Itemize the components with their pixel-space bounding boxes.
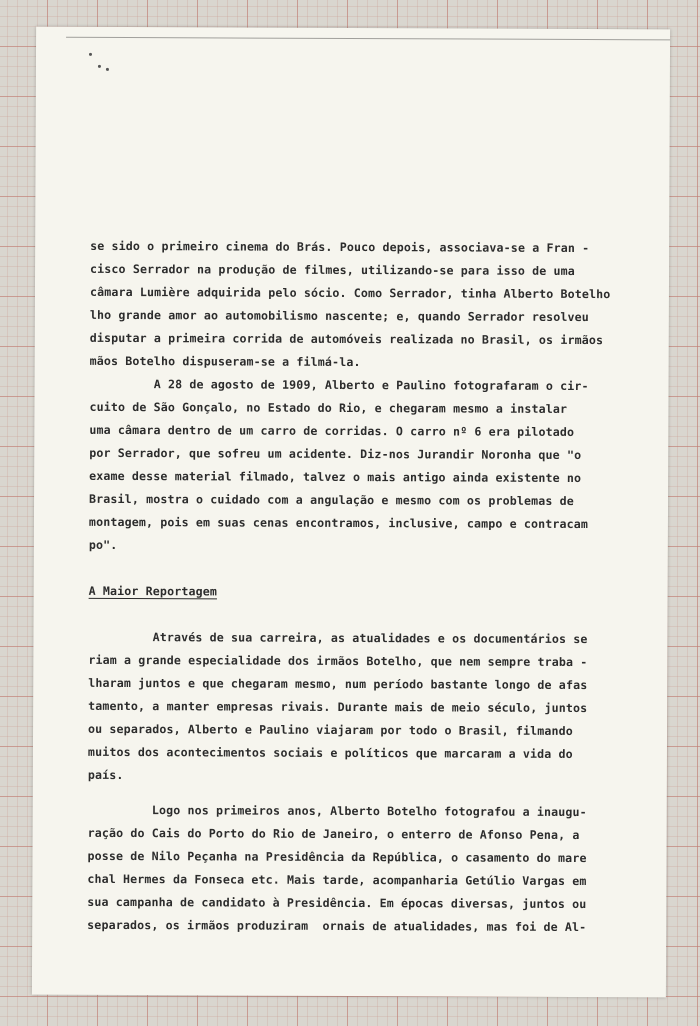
text-line: por Serrador, que sofreu um acidente. Diz-nos Jurandir Noronha que "o: [89, 445, 582, 463]
text-line: po".: [88, 537, 118, 552]
paragraph-2: [89, 373, 638, 559]
spacer: [89, 557, 637, 582]
text-line: Logo nos primeiros anos, Alberto Botelho fotografou a inaugu-: [87, 802, 587, 820]
text-line: muitos dos acontecimentos sociais e políticos que marcaram a vida do: [87, 744, 573, 761]
text-line: cuito de São Gonçalo, no Estado do Rio, e chegaram mesmo a instalar: [89, 399, 568, 416]
text-line: posse de Nilo Peçanha na Presidência da República, o casamento do mare: [87, 848, 587, 866]
text-line: separados, os irmãos produziram ornais de atualidades, mas foi de Al-: [87, 917, 587, 935]
text-line: cisco Serrador na produção de filmes, utilizando-se para isso de uma: [90, 261, 575, 278]
section-heading: A Maior Reportagem: [88, 583, 218, 599]
text-line: disputar a primeira corrida de automóveis realizada no Brasil, os irmãos: [89, 330, 604, 348]
text-line: mãos Botelho dispuseram-se a filmá-la.: [89, 353, 361, 370]
text-line: Através de sua carreira, as atualidades e os documentários se: [88, 629, 588, 647]
text-line: país.: [87, 767, 124, 783]
spacer: [89, 603, 637, 628]
paragraph-1: [90, 235, 639, 375]
text-line: montagem, pois em suas cenas encontramos, inclusive, campo e contracam: [88, 514, 589, 532]
text-line: câmara Lumière adquirida pelo sócio. Como Serrador, tinha Alberto Botelho: [89, 284, 611, 302]
text-line: tamento, a manter empresas rivais. Durante mais de meio século, juntos: [88, 698, 588, 716]
punch-mark: [106, 68, 109, 71]
page-top-edge: [66, 37, 670, 41]
punch-mark: [98, 65, 101, 68]
text-line: uma câmara dentro de um carro de corridas. O carro nº 6 era pilotado: [89, 422, 575, 439]
text-line: sua campanha de candidato à Presidência. Em épocas diversas, juntos ou: [87, 894, 587, 912]
text-line: Brasil, mostra o cuidado com a angulação e mesmo com os problemas de: [89, 491, 574, 508]
typewritten-page: [32, 27, 670, 998]
paragraph-3: [88, 626, 637, 789]
text-line: ou separados, Alberto e Paulino viajaram por todo o Brasil, filmando: [88, 721, 573, 738]
text-line: lharam juntos e que chegaram mesmo, num período bastante longo de afas: [88, 675, 588, 693]
text-line: se sido o primeiro cinema do Brás. Pouco depois, associava-se a Fran -: [90, 238, 590, 256]
text-line: lho grande amor ao automobilismo nascente; e, quando Serrador resolveu: [89, 307, 589, 325]
punch-mark: [89, 53, 92, 56]
paragraph-4: [87, 799, 636, 939]
text-line: chal Hermes da Fonseca etc. Mais tarde, acompanharia Getúlio Vargas em: [87, 871, 587, 889]
body-text: [87, 235, 638, 939]
text-line: A 28 de agosto de 1909, Alberto e Paulino fotografaram o cir-: [89, 376, 589, 394]
text-line: riam a grande especialidade dos irmãos Botelho, que nem sempre traba -: [88, 652, 588, 670]
text-line: exame desse material filmado, talvez o mais antigo ainda existente no: [89, 468, 582, 486]
text-line: ração do Cais do Porto do Rio de Janeiro, o enterro de Afonso Pena, a: [87, 825, 580, 843]
